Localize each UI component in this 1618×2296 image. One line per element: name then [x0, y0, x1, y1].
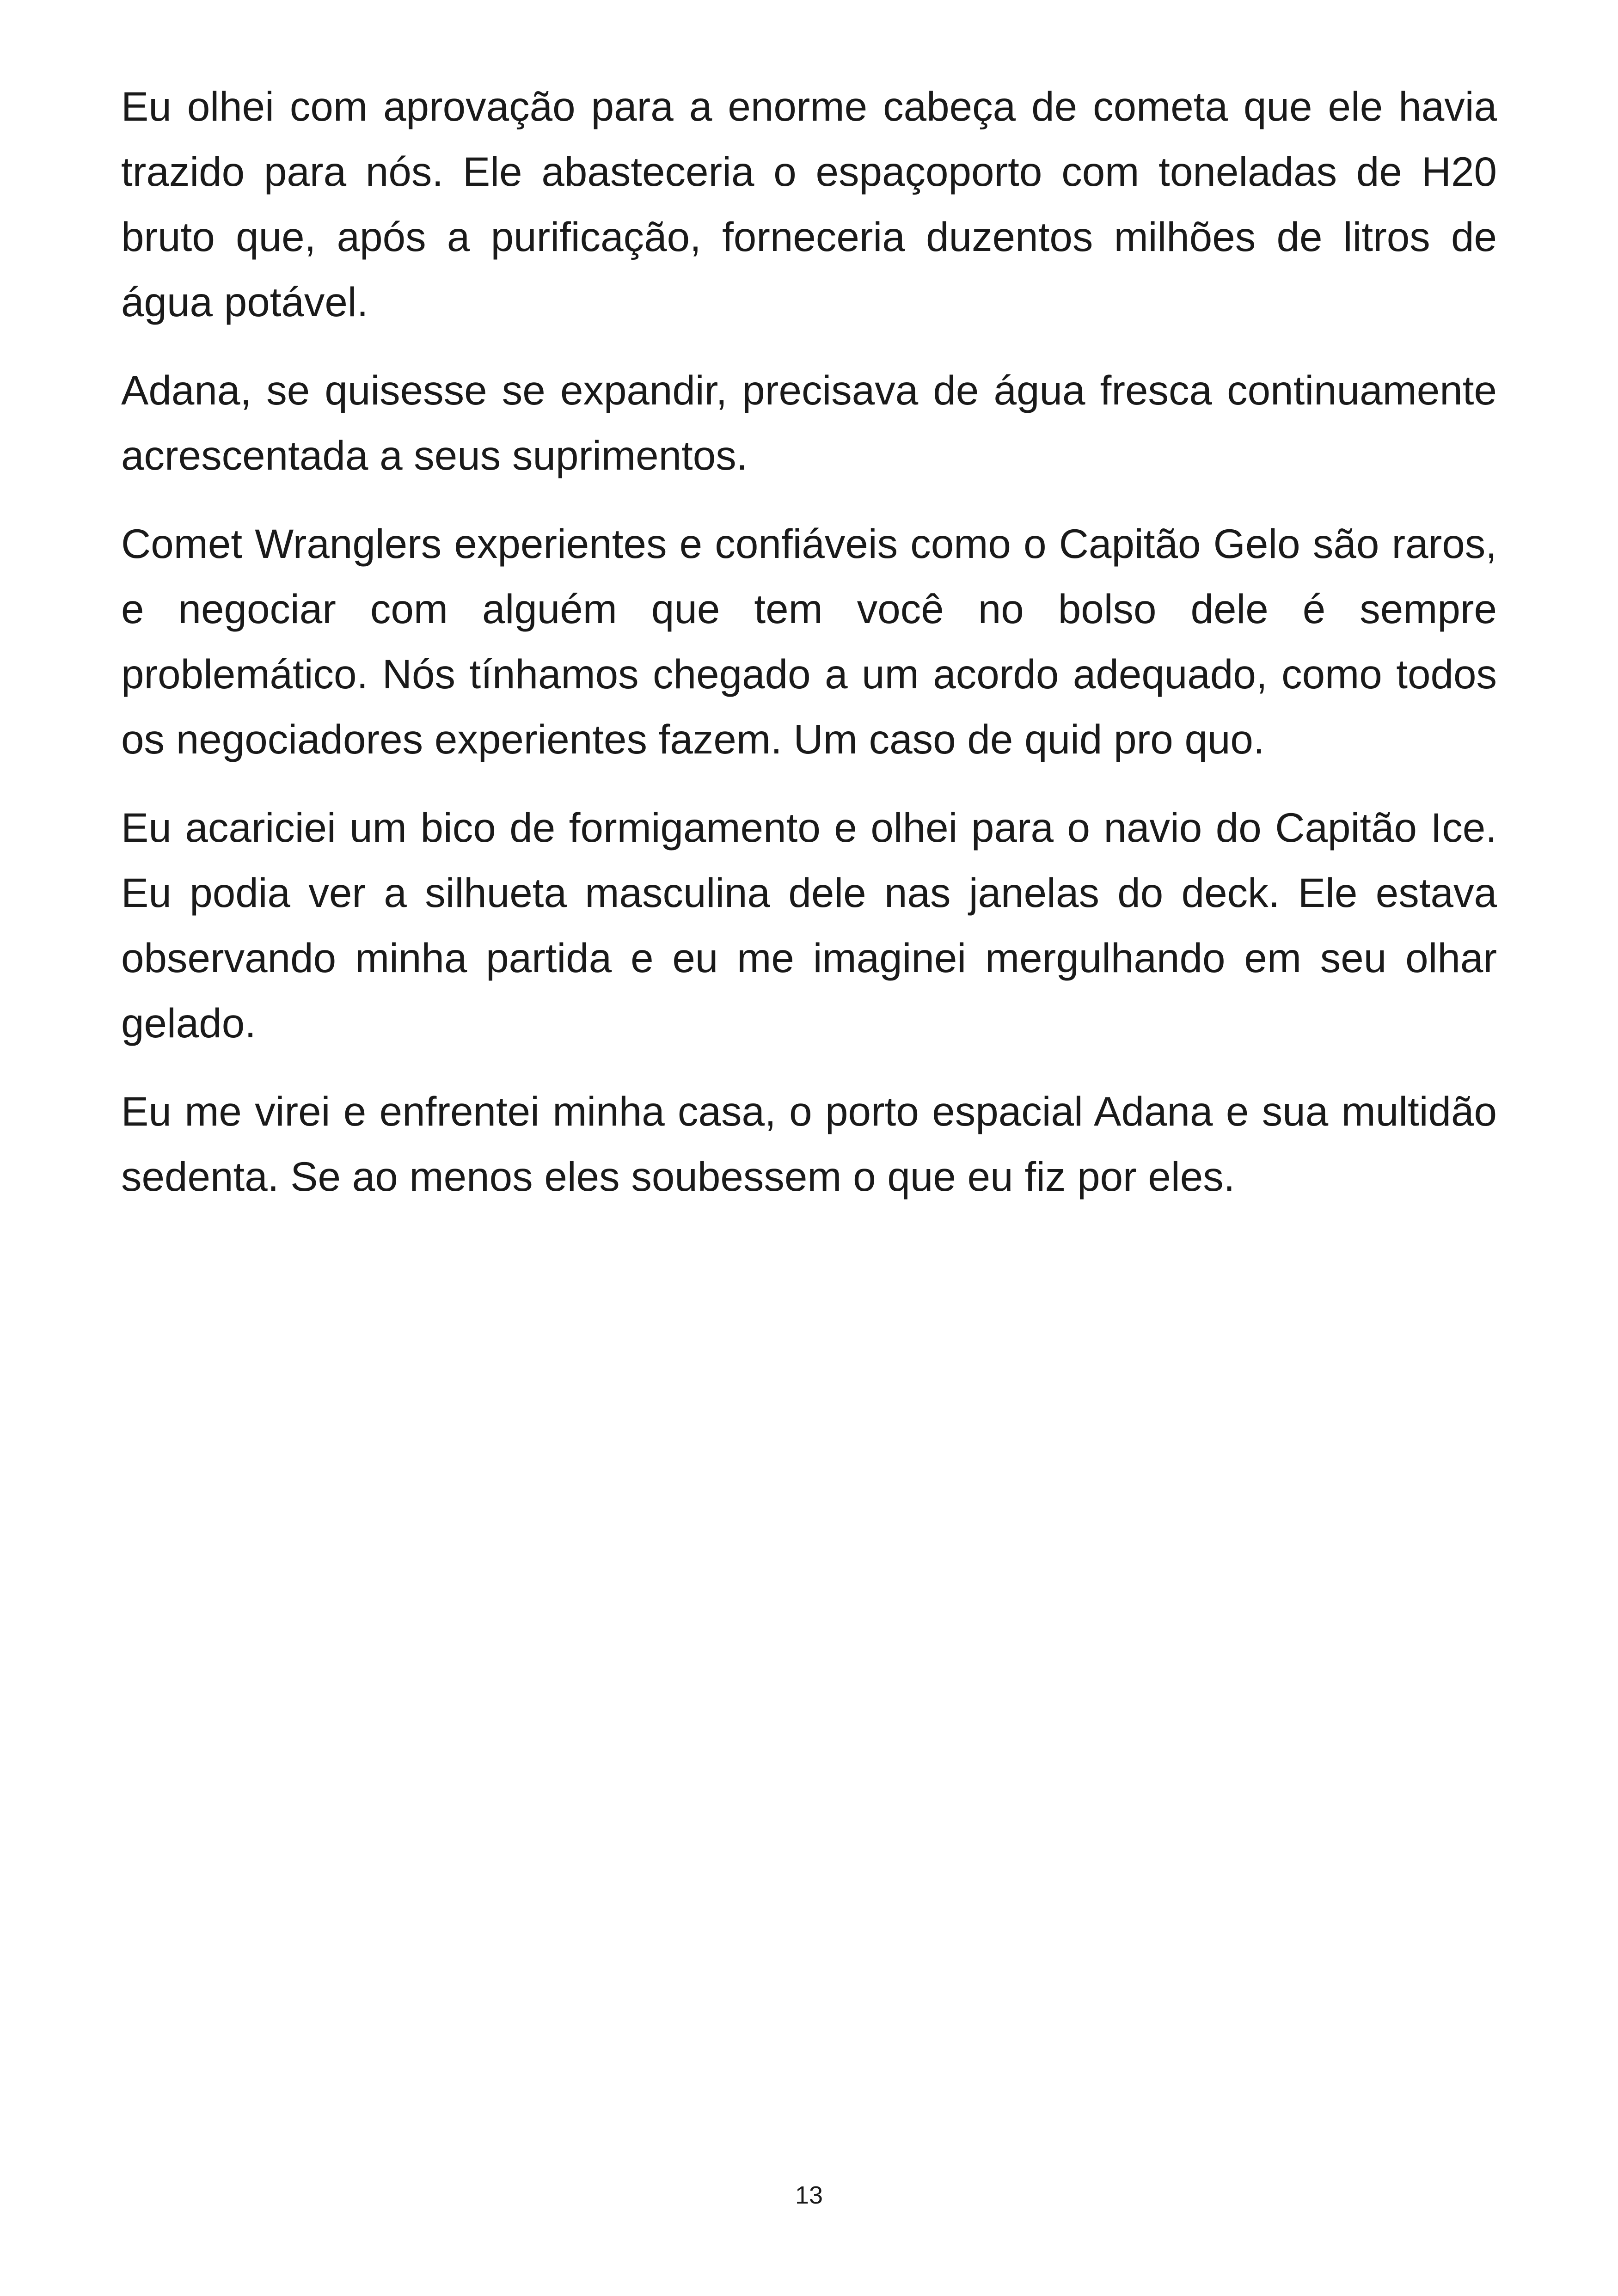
paragraph: Eu me virei e enfrentei minha casa, o porto espacial Adana e sua multidão sedenta. Se ao menos eles soubessem o que eu fiz por eles. — [121, 1088, 1497, 1200]
body-text — [121, 74, 1497, 1232]
paragraph: Comet Wranglers experientes e confiáveis como o Capitão Gelo são raros, e negociar com alguém que tem você no bolso dele é sempre problemático. Nós tínhamos chegado a um acordo adequado, como todos os negociadores experientes fazem. Um caso de quid pro quo. — [121, 520, 1497, 762]
paragraph: Eu olhei com aprovação para a enorme cabeça de cometa que ele havia trazido para nós. Ele abasteceria o espaçoporto com toneladas de H20 bruto que, após a purificação, forneceria duzentos milhões de litros de água potável. — [121, 83, 1497, 325]
page-number: 13 — [795, 2181, 823, 2209]
paragraph: Eu acariciei um bico de formigamento e olhei para o navio do Capitão Ice. Eu podia ver a silhueta masculina dele nas janelas do deck. Ele estava observando minha partida e eu me imaginei mergulhando em seu olhar gelado. — [121, 804, 1497, 1046]
paragraph: Adana, se quisesse se expandir, precisava de água fresca continuamente acrescentada a seus suprimentos. — [121, 367, 1497, 478]
